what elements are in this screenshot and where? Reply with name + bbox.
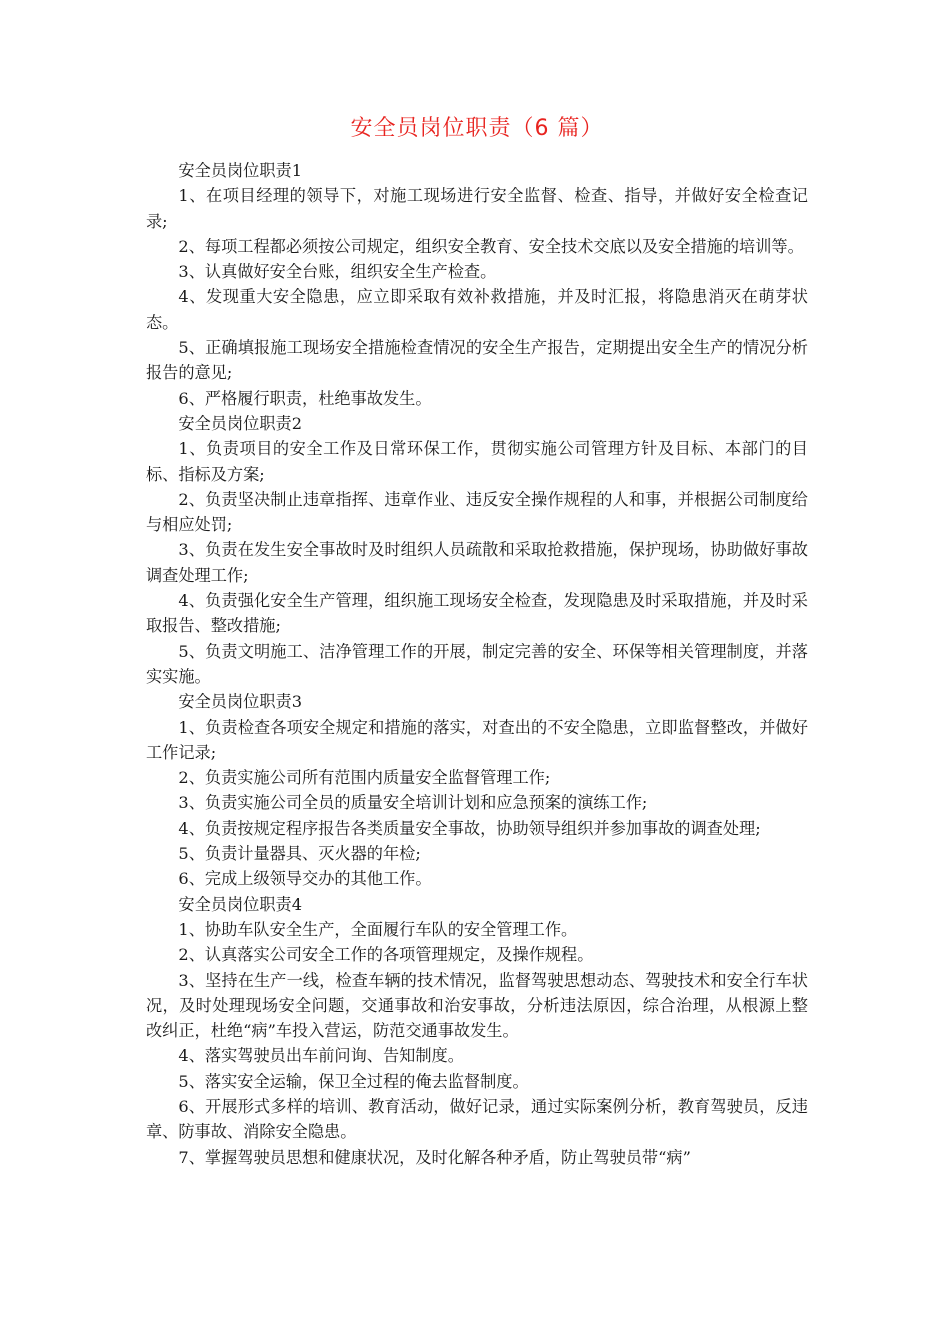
list-item: 5、负责文明施工、洁净管理工作的开展，制定完善的安全、环保等相关管理制度，并落实实施。 [146,641,808,686]
document-title: 安全员岗位职责（6 篇） [350,116,604,141]
section-heading: 安全员岗位职责2 [178,413,303,433]
document-page [146,112,808,1170]
list-item: 3、认真做好安全台账，组织安全生产检查。 [178,262,497,282]
list-item: 6、严格履行职责，杜绝事故发生。 [178,388,432,408]
section-heading: 安全员岗位职责1 [178,161,303,180]
list-item: 5、负责计量器具、灭火器的年检; [178,844,421,864]
list-item: 7、掌握驾驶员思想和健康状况，及时化解各种矛盾，防止驾驶员带“病” [178,1147,691,1167]
list-item: 2、认真落实公司安全工作的各项管理规定，及操作规程。 [178,945,594,965]
list-item: 4、落实驾驶员出车前问询、告知制度。 [178,1046,464,1066]
list-item: 3、负责实施公司全员的质量安全培训计划和应急预案的演练工作; [178,793,648,813]
list-item: 2、负责实施公司所有范围内质量安全监督管理工作; [178,768,551,788]
list-item: 1、协助车队安全生产，全面履行车队的安全管理工作。 [178,919,578,939]
section-4 [146,892,808,1170]
list-item: 6、开展形式多样的培训、教育活动，做好记录，通过实际案例分析，教育驾驶员，反违章、防事故、消除安全隐患。 [146,1096,808,1142]
list-item: 2、负责坚决制止违章指挥、违章作业、违反安全操作规程的人和事，并根据公司制度给与相应处罚; [146,489,808,535]
list-item: 5、正确填报施工现场安全措施检查情况的安全生产报告，定期提出安全生产的情况分析报告的意见; [146,338,808,383]
list-item: 6、完成上级领导交办的其他工作。 [178,869,432,889]
list-item: 2、每项工程都必须按公司规定，组织安全教育、安全技术交底以及安全措施的培训等。 [178,236,804,256]
list-item: 1、负责项目的安全工作及日常环保工作，贯彻实施公司管理方针及目标、本部门的目标、指标及方案; [146,439,808,484]
list-item: 4、发现重大安全隐患，应立即采取有效补救措施，并及时汇报，将隐患消灭在萌芽状态。 [146,287,808,332]
list-item: 1、负责检查各项安全规定和措施的落实，对查出的不安全隐患，立即监督整改，并做好工作记录; [146,717,808,762]
section-3 [146,689,808,891]
list-item: 1、在项目经理的领导下，对施工现场进行安全监督、检查、指导，并做好安全检查记录; [146,186,808,231]
section-2 [146,411,808,689]
list-item: 3、负责在发生安全事故时及时组织人员疏散和采取抢救措施，保护现场，协助做好事故调查处理工作; [146,540,808,585]
list-item: 5、落实安全运输，保卫全过程的俺去监督制度。 [178,1071,529,1091]
list-item: 4、负责按规定程序报告各类质量安全事故，协助领导组织并参加事故的调查处理; [178,818,761,838]
section-1 [146,158,808,411]
section-heading: 安全员岗位职责3 [178,692,303,712]
list-item: 3、坚持在生产一线，检查车辆的技术情况，监督驾驶思想动态、驾驶技术和安全行车状况，及时处理现场安全问题，交通事故和治安事故，分析违法原因，综合治理，从根源上整改纠正，杜绝“病”车投入营运，防范交通事故发生。 [146,970,808,1041]
list-item: 4、负责强化安全生产管理，组织施工现场安全检查，发现隐患及时采取措施，并及时采取报告、整改措施; [146,591,808,636]
section-heading: 安全员岗位职责4 [178,894,303,914]
